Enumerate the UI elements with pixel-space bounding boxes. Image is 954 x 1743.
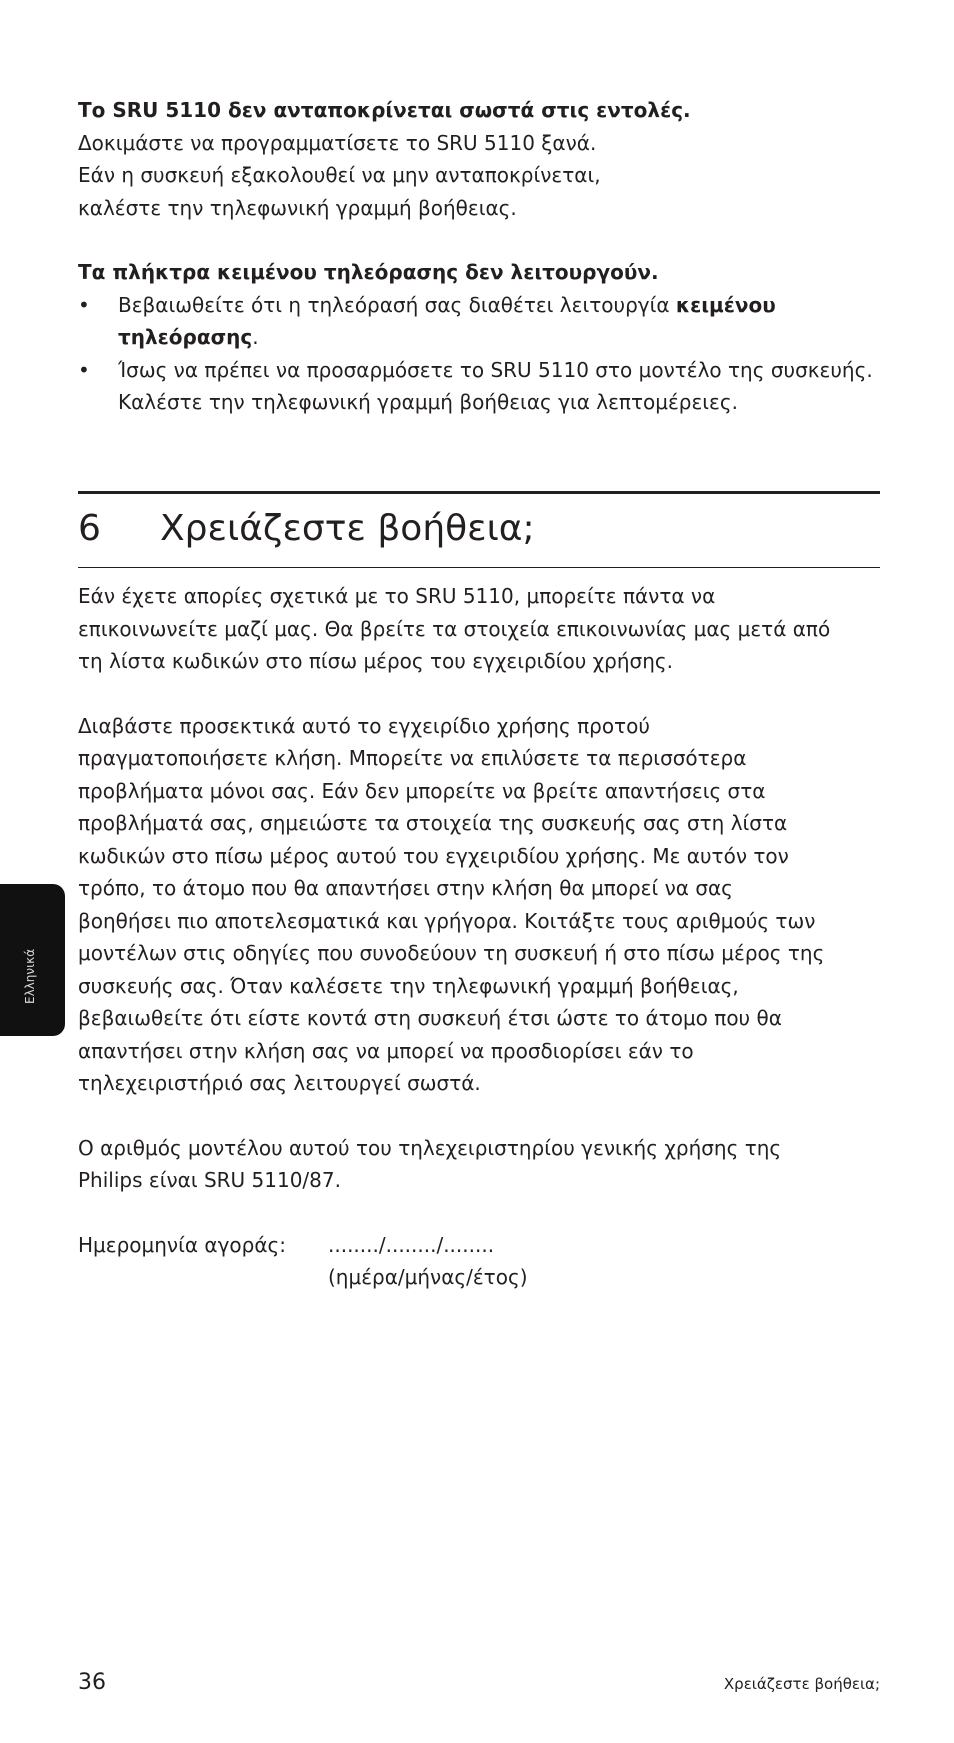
section-divider-top	[78, 491, 880, 494]
section-divider-bottom	[78, 567, 880, 568]
help-section-body	[78, 580, 888, 1294]
language-tab-label: Ελληνικά	[23, 948, 37, 1004]
purchase-date-blank: ......../......../........	[328, 1232, 495, 1257]
issue-title-teletext: Τα πλήκτρα κειμένου τηλεόρασης δεν λειτουργούν.	[78, 260, 659, 284]
help-paragraph-contact: Εάν έχετε απορίες σχετικά με το SRU 5110, μπορείτε πάντα να επικοινωνείτε μαζί μας. Θα βρείτε τα στοιχεία επικοινωνίας μας μετά από τη λίστα κωδικών στο πίσω μέρος του εγχειριδίου χρήσης.	[78, 584, 831, 673]
help-paragraph-model-number: Ο αριθμός μοντέλου αυτού του τηλεχειριστηρίου γενικής χρήσης της Philips είναι SRU 5110/87.	[78, 1135, 782, 1192]
troubleshooting-section	[78, 94, 878, 419]
purchase-date-row	[78, 1229, 888, 1294]
issue-text-line: καλέστε την τηλεφωνική γραμμή βοήθειας.	[78, 195, 517, 220]
issue-title-commands: Το SRU 5110 δεν ανταποκρίνεται σωστά στις εντολές.	[78, 98, 691, 122]
section-heading	[78, 504, 535, 554]
purchase-date-hint: (ημέρα/μήνας/έτος)	[328, 1265, 528, 1289]
running-footer-title: Χρειάζεστε βοήθεια;	[723, 1675, 880, 1693]
issue-text-line: Δοκιμάστε να προγραμματίσετε το SRU 5110 ξανά.	[78, 130, 597, 155]
purchase-date-label: Ημερομηνία αγοράς:	[78, 1232, 286, 1257]
purchase-date-fields	[328, 1229, 528, 1294]
help-paragraph-instructions: Διαβάστε προσεκτικά αυτό το εγχειρίδιο χρήσης προτού πραγματοποιήσετε κλήση. Μπορείτε να επιλύσετε τα περισσότερα προβλήματα μόνοι σας. Εάν δεν μπορείτε να βρείτε απαντήσεις στα προβλήματά σας, σημειώστε τα στοιχεία της συσκευής σας στη λίστα κωδικών στο πίσω μέρος αυτού του εγχειριδίου χρήσης. Με αυτόν τον τρόπο, το άτομο που θα απαντήσει στην κλήση θα μπορεί να σας βοηθήσει πιο αποτελεσματικά και γρήγορα. Κοιτάξτε τους αριθμούς των μοντέλων στις οδηγίες που συνοδεύουν τη συσκευή ή στο πίσω μέρος της συσκευής σας. Όταν καλέσετε την τηλεφωνική γραμμή βοήθειας, βεβαιωθείτε ότι είστε κοντά στη συσκευή έτσι ώστε το άτομο που θα απαντήσει στην κλήση σας να μπορεί να προσδιορίσει εάν το τηλεχειριστήριό σας λειτουργεί σωστά.	[78, 713, 825, 1095]
page-number: 36	[78, 1670, 106, 1695]
list-item: • Ίσως να πρέπει να προσαρμόσετε το SRU 5110 στο μοντέλο της συσκευής. Καλέστε την τηλεφωνική γραμμή βοήθειας για λεπτομέρειες.	[78, 354, 878, 419]
language-tab	[0, 884, 65, 1036]
section-number: 6	[78, 508, 101, 549]
list-item: • Βεβαιωθείτε ότι η τηλεόρασή σας διαθέτει λειτουργία κειμένου τηλεόρασης.	[78, 289, 878, 354]
teletext-bullet-list	[78, 289, 878, 419]
section-title: Χρειάζεστε βοήθεια;	[160, 508, 535, 549]
issue-text-line: Εάν η συσκευή εξακολουθεί να μην ανταποκρίνεται,	[78, 163, 601, 187]
